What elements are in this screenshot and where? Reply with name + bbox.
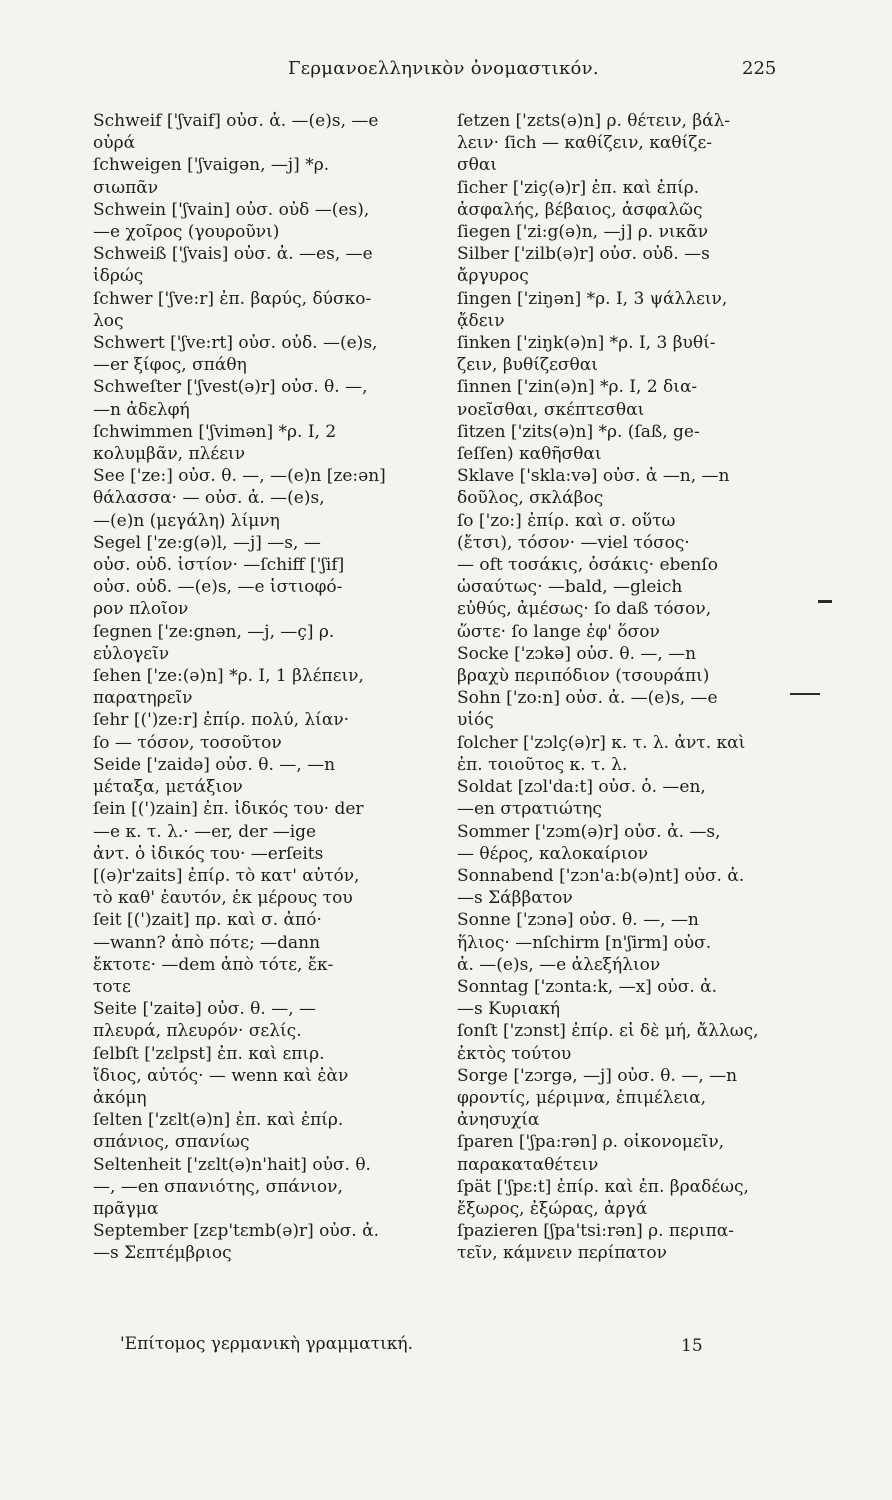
dictionary-line: — θέρος, καλοκαίριον (457, 843, 649, 864)
dictionary-line: σπάνιος, σπανίως (93, 1132, 250, 1153)
dictionary-line: ſchwer ['ʃve:r] ἐπ. βαρύς, δύσκο- (93, 288, 372, 309)
dictionary-line: λειν· ſich — καθίζειν, καθίζε- (457, 133, 712, 154)
dictionary-line: ſein [(')zain] ἐπ. ἰδικός του· der (93, 799, 364, 820)
dictionary-line: ἐπ. τοιοῦτος κ. τ. λ. (457, 754, 628, 775)
page-footer (0, 1334, 892, 1364)
dictionary-line: —s Σάββατον (457, 888, 573, 909)
dictionary-line: ἀνησυχία (457, 1110, 540, 1131)
dictionary-line: ἔκτοτε· —dem ἀπὸ τότε, ἔκ- (93, 954, 334, 975)
dictionary-line: ἱδρώς (93, 266, 144, 287)
dictionary-line: ſicher ['ziç(ə)r] ἐπ. καὶ ἐπίρ. (457, 177, 700, 198)
dictionary-line: οὐσ. οὐδ. —(e)s, —e ἱστιοφό- (93, 577, 343, 598)
dictionary-line: Sohn ['zo:n] οὐσ. ἀ. —(e)s, —e (457, 688, 718, 709)
dictionary-line: Schweiß ['ʃvais] οὐσ. ἀ. —es, —e (93, 244, 373, 265)
dictionary-line: ἐκτὸς τούτου (457, 1043, 572, 1064)
dictionary-line: φροντίς, μέριμνα, ἐπιμέλεια, (457, 1087, 706, 1108)
dictionary-line: —wann? ἀπὸ πότε; —dann (93, 932, 321, 953)
page-number: 225 (742, 58, 777, 79)
dictionary-line: τοτε (93, 976, 131, 997)
left-column (93, 110, 438, 1265)
dictionary-line: ſparen ['ʃpa:rən] ρ. οἰκονομεῖν, (457, 1132, 725, 1153)
dictionary-line: —, —en σπανιότης, σπάνιον, (93, 1176, 343, 1197)
dictionary-line: ἀσφαλής, βέβαιος, ἀσφαλῶς (457, 199, 703, 220)
dictionary-line: Sommer ['zɔm(ə)r] οὐσ. ἀ. —s, (457, 821, 721, 842)
margin-pencil-mark (818, 600, 832, 603)
dictionary-line: Schwert ['ʃve:rt] οὐσ. οὐδ. —(e)s, (93, 333, 378, 354)
dictionary-line: ἄργυρος (457, 266, 529, 287)
dictionary-line: —s Κυριακή (457, 999, 561, 1020)
dictionary-line: βραχὺ περιπόδιον (τσουράπι) (457, 666, 710, 687)
page-header (0, 58, 892, 88)
dictionary-line: ſinken ['ziŋk(ə)n] *ρ. I, 3 βυθί- (457, 333, 716, 354)
dictionary-line: νοεῖσθαι, σκέπτεσθαι (457, 399, 645, 420)
dictionary-line: ἔξωρος, ἐξώρας, ἀργά (457, 1198, 648, 1219)
dictionary-line: Socke ['zɔkə] οὐσ. θ. —, —n (457, 643, 697, 664)
dictionary-line: (ἔτσι), τόσον· —viel τόσος· (457, 532, 690, 553)
dictionary-line: ſitzen ['zits(ə)n] *ρ. (ſaß, ge- (457, 421, 700, 442)
dictionary-line: ἴδιος, αὐτός· — wenn καὶ ἐὰν (93, 1065, 349, 1086)
dictionary-line: ſiegen ['zi:g(ə)n, —j] ρ. νικᾶν (457, 222, 709, 243)
dictionary-line: See ['ze:] οὐσ. θ. —, —(e)n [ze:ən] (93, 466, 386, 487)
dictionary-line: Silber ['zilb(ə)r] οὐσ. οὐδ. —s (457, 244, 710, 265)
dictionary-line: ſonſt ['zɔnst] ἐπίρ. εἰ δὲ μή, ἄλλως, (457, 1021, 759, 1042)
dictionary-line: —s Σεπτέμβριος (93, 1243, 232, 1264)
dictionary-line: ὥστε· ſo lange ἐφ' ὅσον (457, 621, 660, 642)
dictionary-line: Schweif ['ʃvaif] οὐσ. ἀ. —(e)s, —e (93, 111, 379, 131)
dictionary-line: λος (93, 310, 124, 331)
dictionary-line: —en στρατιώτης (457, 799, 602, 820)
dictionary-line: ἀντ. ὁ ἰδικός του· —erſeits (93, 843, 324, 864)
dictionary-line: Seite ['zaitə] οὐσ. θ. —, — (93, 999, 317, 1020)
dictionary-line: —n ἀδελφή (93, 399, 190, 420)
dictionary-line: παρατηρεῖν (93, 688, 193, 709)
dictionary-line: ſelbſt ['zɛlpst] ἐπ. καὶ επιρ. (93, 1043, 325, 1064)
dictionary-line: — oft τοσάκις, ὁσάκις· ebenſo (457, 555, 718, 576)
dictionary-line: ſpazieren [ʃpa'tsi:rən] ρ. περιπα- (457, 1221, 734, 1242)
dictionary-line: εὐλογεῖν (93, 643, 170, 664)
dictionary-line: —e χοῖρος (γουροῦνι) (93, 222, 280, 243)
dictionary-line: ſetzen ['zɛts(ə)n] ρ. θέτειν, βάλ- (457, 111, 731, 131)
dictionary-line: πρᾶγμα (93, 1198, 159, 1219)
dictionary-line: Seltenheit ['zɛlt(ə)n'hait] οὐσ. θ. (93, 1154, 371, 1175)
dictionary-line: παρακαταθέτειν (457, 1154, 599, 1175)
dictionary-line: ᾄδειν (457, 310, 505, 331)
dictionary-line: Sonntag ['zɔnta:k, —x] οὐσ. ἀ. (457, 976, 718, 997)
dictionary-line: ſelten ['zɛlt(ə)n] ἐπ. καὶ ἐπίρ. (93, 1110, 344, 1131)
dictionary-line: ſehen ['ze:(ə)n] *ρ. I, 1 βλέπειν, (93, 666, 364, 687)
dictionary-line: —e κ. τ. λ.· —er, der —ige (93, 821, 317, 842)
dictionary-line: Seide ['zaidə] οὐσ. θ. —, —n (93, 754, 336, 775)
dictionary-line: ſinnen ['zin(ə)n] *ρ. I, 2 δια- (457, 377, 698, 398)
dictionary-line: τεῖν, κάμνειν περίπατον (457, 1243, 667, 1264)
dictionary-line: σιωπᾶν (93, 177, 159, 198)
dictionary-line: —(e)n (μεγάλη) λίμνη (93, 510, 280, 531)
dictionary-line: ἥλιος· —nſchirm [n'ʃirm] οὐσ. (457, 932, 712, 953)
dictionary-line: Schweſter ['ʃvest(ə)r] οὐσ. θ. —, (93, 377, 368, 398)
dictionary-line: ſo ['zo:] ἐπίρ. καὶ σ. οὕτω (457, 510, 676, 531)
dictionary-line: Segel ['ze:g(ə)l, —j] —s, — (93, 532, 321, 553)
dictionary-line: ρον πλοῖον (93, 599, 189, 620)
margin-pencil-mark (790, 693, 820, 695)
footer-book-title: 'Επίτομος γερμανικὴ γραμματική. (120, 1334, 413, 1354)
dictionary-line: ſo — τόσον, τοσοῦτον (93, 732, 282, 753)
dictionary-line: δοῦλος, σκλάβος (457, 488, 604, 509)
dictionary-line: Sklave ['skla:və] οὐσ. ἀ —n, —n (457, 466, 730, 487)
signature-mark: 15 (681, 1336, 703, 1356)
dictionary-line: ἀ. —(e)s, —e ἀλεξήλιον (457, 954, 661, 975)
dictionary-line: ὡσαύτως· —bald, —gleich (457, 577, 683, 598)
dictionary-line: [(ə)r'zaits] ἐπίρ. τὸ κατ' αὐτόν, (93, 865, 360, 886)
dictionary-line: ſpät ['ʃpɛ:t] ἐπίρ. καὶ ἐπ. βραδέως, (457, 1176, 749, 1197)
dictionary-line: τὸ καθ' ἑαυτόν, ἐκ μέρους του (93, 888, 353, 909)
dictionary-line: Soldat [zɔl'da:t] οὐσ. ὁ. —en, (457, 777, 706, 798)
dictionary-line: σθαι (457, 155, 497, 176)
dictionary-line: κολυμβᾶν, πλέειν (93, 444, 246, 465)
running-title: Γερμανοελληνικὸν ὀνομαστικόν. (288, 58, 599, 79)
dictionary-line: οὐρά (93, 133, 136, 154)
right-column (457, 110, 802, 1265)
dictionary-line: ζειν, βυθίζεσθαι (457, 355, 598, 376)
dictionary-line: —er ξίφος, σπάθη (93, 355, 247, 376)
dictionary-line: εὐθύς, ἀμέσως· ſo daß τόσον, (457, 599, 712, 620)
dictionary-line: υἱός (457, 710, 494, 731)
dictionary-line: Sonne ['zɔnə] οὐσ. θ. —, —n (457, 910, 699, 931)
dictionary-line: Schwein ['ʃvain] οὐσ. οὐδ —(es), (93, 199, 370, 220)
dictionary-line: Sonnabend ['zɔn'a:b(ə)nt] οὐσ. ἀ. (457, 865, 745, 886)
dictionary-line: ἀκόμη (93, 1087, 147, 1108)
dictionary-line: ſchweigen ['ʃvaigən, —j] *ρ. (93, 155, 330, 176)
dictionary-line: ſegnen ['ze:gnən, —j, —ç] ρ. (93, 621, 335, 642)
dictionary-line: ſeit [(')zait] πρ. καὶ σ. ἀπό· (93, 910, 322, 931)
dictionary-line: September [zɛp'tɛmb(ə)r] οὐσ. ἀ. (93, 1221, 380, 1242)
dictionary-line: Sorge ['zɔrgə, —j] οὐσ. θ. —, —n (457, 1065, 738, 1086)
dictionary-line: ſchwimmen ['ʃvimən] *ρ. I, 2 (93, 421, 337, 442)
dictionary-line: ſolcher ['zɔlç(ə)r] κ. τ. λ. ἀντ. καὶ (457, 732, 746, 753)
dictionary-line: πλευρά, πλευρόν· σελίς. (93, 1021, 302, 1042)
dictionary-line: ſehr [(')ze:r] ἐπίρ. πολύ, λίαν· (93, 710, 350, 731)
dictionary-line: ſeſſen) καθῆσθαι (457, 444, 602, 465)
dictionary-line: μέταξα, μετάξιον (93, 777, 243, 798)
dictionary-line: ſingen ['ziŋən] *ρ. I, 3 ψάλλειν, (457, 288, 728, 309)
dictionary-line: οὐσ. οὐδ. ἱστίον· —ſchiff ['ʃif] (93, 555, 345, 576)
dictionary-line: θάλασσα· — οὐσ. ἀ. —(e)s, (93, 488, 325, 509)
